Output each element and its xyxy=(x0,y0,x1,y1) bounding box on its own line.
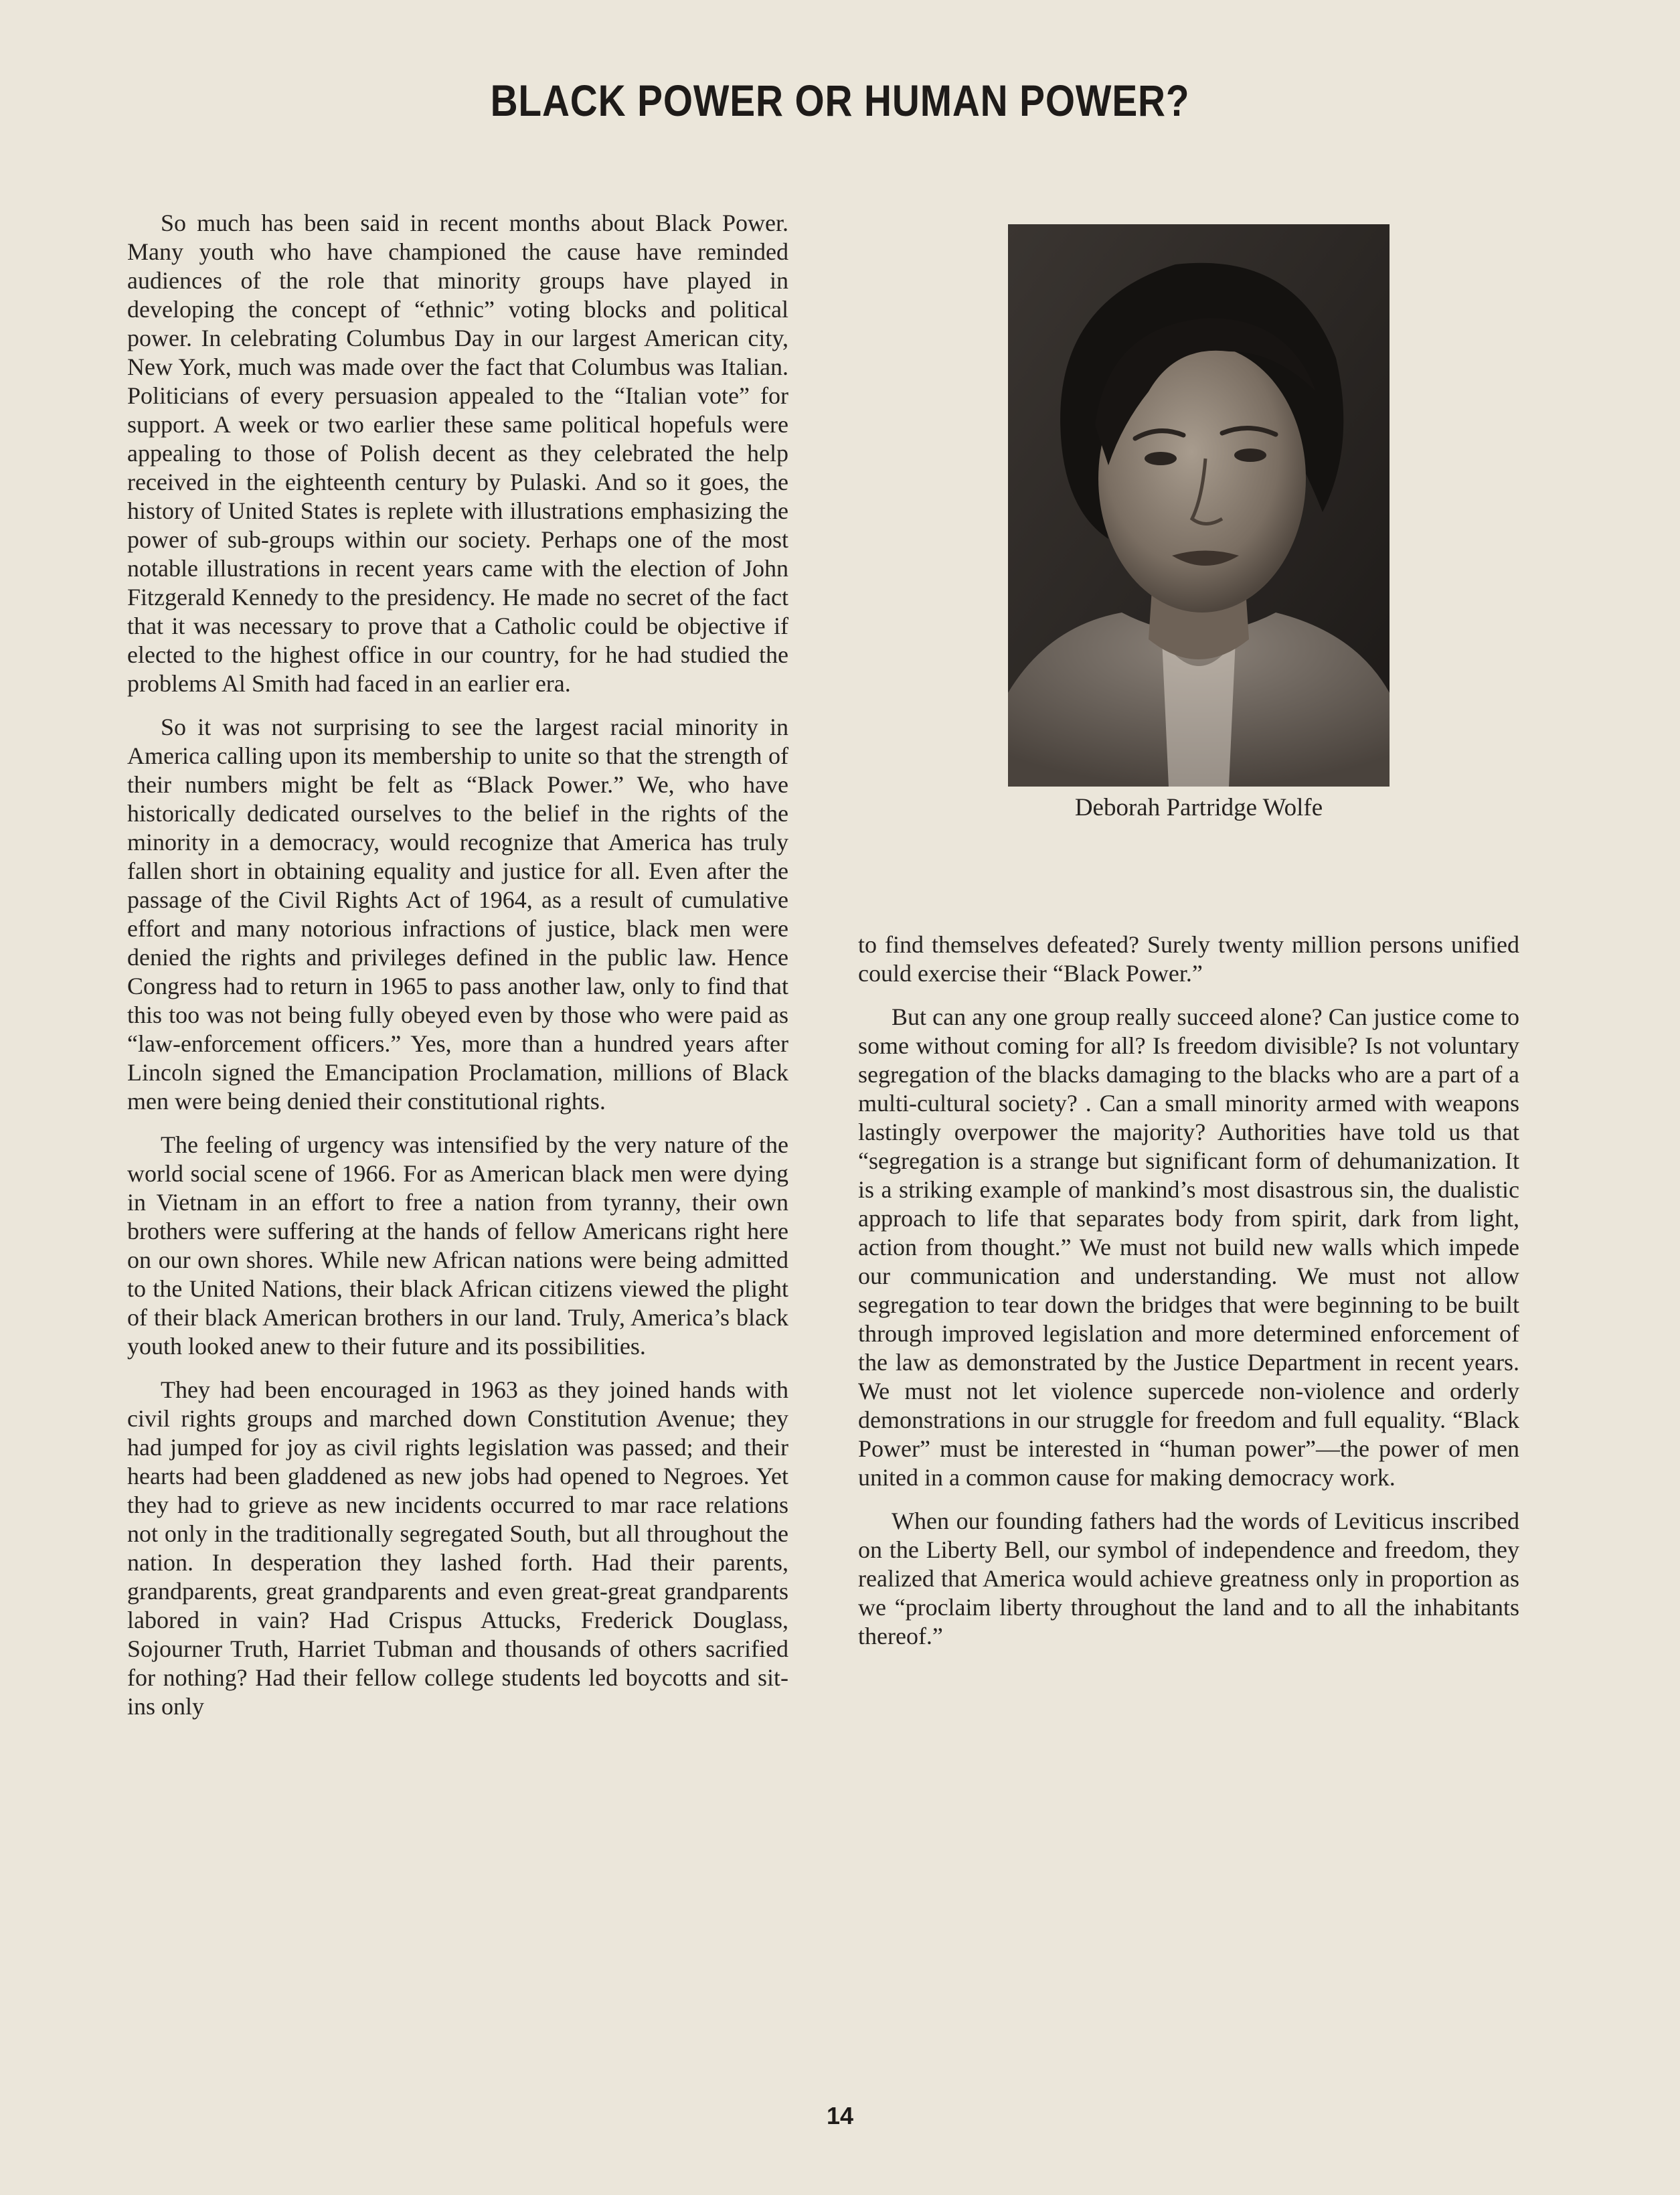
article-right-column xyxy=(858,930,1519,1665)
article-paragraph: The feeling of urgency was intensified by the very nature of the world social scene of 1966. For as American black men were dying in Vietnam in an effort to free a nation from tyranny, their own brothers were suffering at the hands of fellow Americans right here on our own shores. While new African nations were being admitted to the United Nations, their black African citizens viewed the plight of their black American brothers in our land. Truly, America’s black youth looked anew to their future and its possibilities. xyxy=(127,1131,788,1360)
page-number: 14 xyxy=(826,2102,854,2129)
photo-caption: Deborah Partridge Wolfe xyxy=(1074,794,1323,821)
article-paragraph: But can any one group really succeed alone? Can justice come to some without coming for all? Is freedom divisible? Is not voluntary segregation of the blacks damaging to the blacks who are a part of a multi-cultural society? . Can a small minority armed with weapons lastingly overpower the majority? Authorities have told us that “segregation is a strange but significant form of dehumanization. It is a striking example of mankind’s most disastrous sin, the dualistic approach to life that separates body from spirit, dark from light, action from thought.” We must not build new walls which impede our communication and understanding. We must not allow segregation to tear down the bridges that were beginning to be built through improved legislation and more determined enforcement of the law as demonstrated by the Justice Department in recent years. We must not let violence supercede non-violence and orderly demonstrations in our struggle for freedom and full equality. “Black Power” must be interested in “human power”—the power of men united in a common cause for making democracy work. xyxy=(858,1003,1519,1491)
article-paragraph: So it was not surprising to see the largest racial minority in America calling upon its membership to unite so that the strength of their numbers might be felt as “Black Power.” We, who have historically dedicated ourselves to the belief in the rights of the minority in a democracy, would recognize that America has truly fallen short in obtaining equality and justice for all. Even after the passage of the Civil Rights Act of 1964, as a result of cumulative effort and many notorious infractions of justice, black men were denied the rights and privileges defined in the public law. Hence Congress had to return in 1965 to pass another law, only to find that this too was not being fully obeyed even by those who were paid as “law-enforcement officers.” Yes, more than a hundred years after Lincoln signed the Emancipation Proclamation, millions of Black men were being denied their constitutional rights. xyxy=(127,714,788,1115)
article-paragraph: to find themselves defeated? Surely twenty million persons unified could exercise their “Black Power.” xyxy=(858,931,1519,987)
article-paragraph: So much has been said in recent months about Black Power. Many youth who have championed the cause have reminded audiences of the role that minority groups have played in developing the concept of “ethnic” voting blocks and political power. In celebrating Columbus Day in our largest American city, New York, much was made over the fact that Columbus was Italian. Politicians of every persuasion appealed to the “Italian vote” for support. A week or two earlier these same political hopefuls were appealing to those of Polish decent as they celebrated the help received in the eighteenth century by Pulaski. And so it goes, the history of United States is replete with illustrations emphasizing the power of sub-groups within our society. Perhaps one of the most notable illustrations in recent years came with the election of John Fitzgerald Kennedy to the presidency. He made no secret of the fact that it was necessary to prove that a Catholic could be objective if elected to the highest office in our country, for he had studied the problems Al Smith had faced in an earlier era. xyxy=(127,210,788,697)
article-paragraph: When our founding fathers had the words of Leviticus inscribed on the Liberty Bell, our symbol of independence and freedom, they realized that America would achieve greatness only in proportion as we “proclaim liberty throughout the land and to all the inhabitants thereof.” xyxy=(858,1508,1519,1649)
article-left-column xyxy=(127,209,788,1736)
article-paragraph: They had been encouraged in 1963 as they joined hands with civil rights groups and marched down Constitution Avenue; they had jumped for joy as civil rights legislation was passed; and their hearts had been gladdened as new jobs had opened to Negroes. Yet they had to grieve as new incidents occurred to mar race relations not only in the traditionally segregated South, but all throughout the nation. In desperation they lashed forth. Had their parents, grandparents, great grandparents and even great-great grandparents labored in vain? Had Crispus Attucks, Frederick Douglass, Sojourner Truth, Harriet Tubman and thousands of others sacrified for nothing? Had their fellow college students led boycotts and sit-ins only xyxy=(127,1376,788,1720)
portrait-photo xyxy=(1008,224,1390,787)
page-title: BLACK POWER OR HUMAN POWER? xyxy=(490,76,1190,125)
